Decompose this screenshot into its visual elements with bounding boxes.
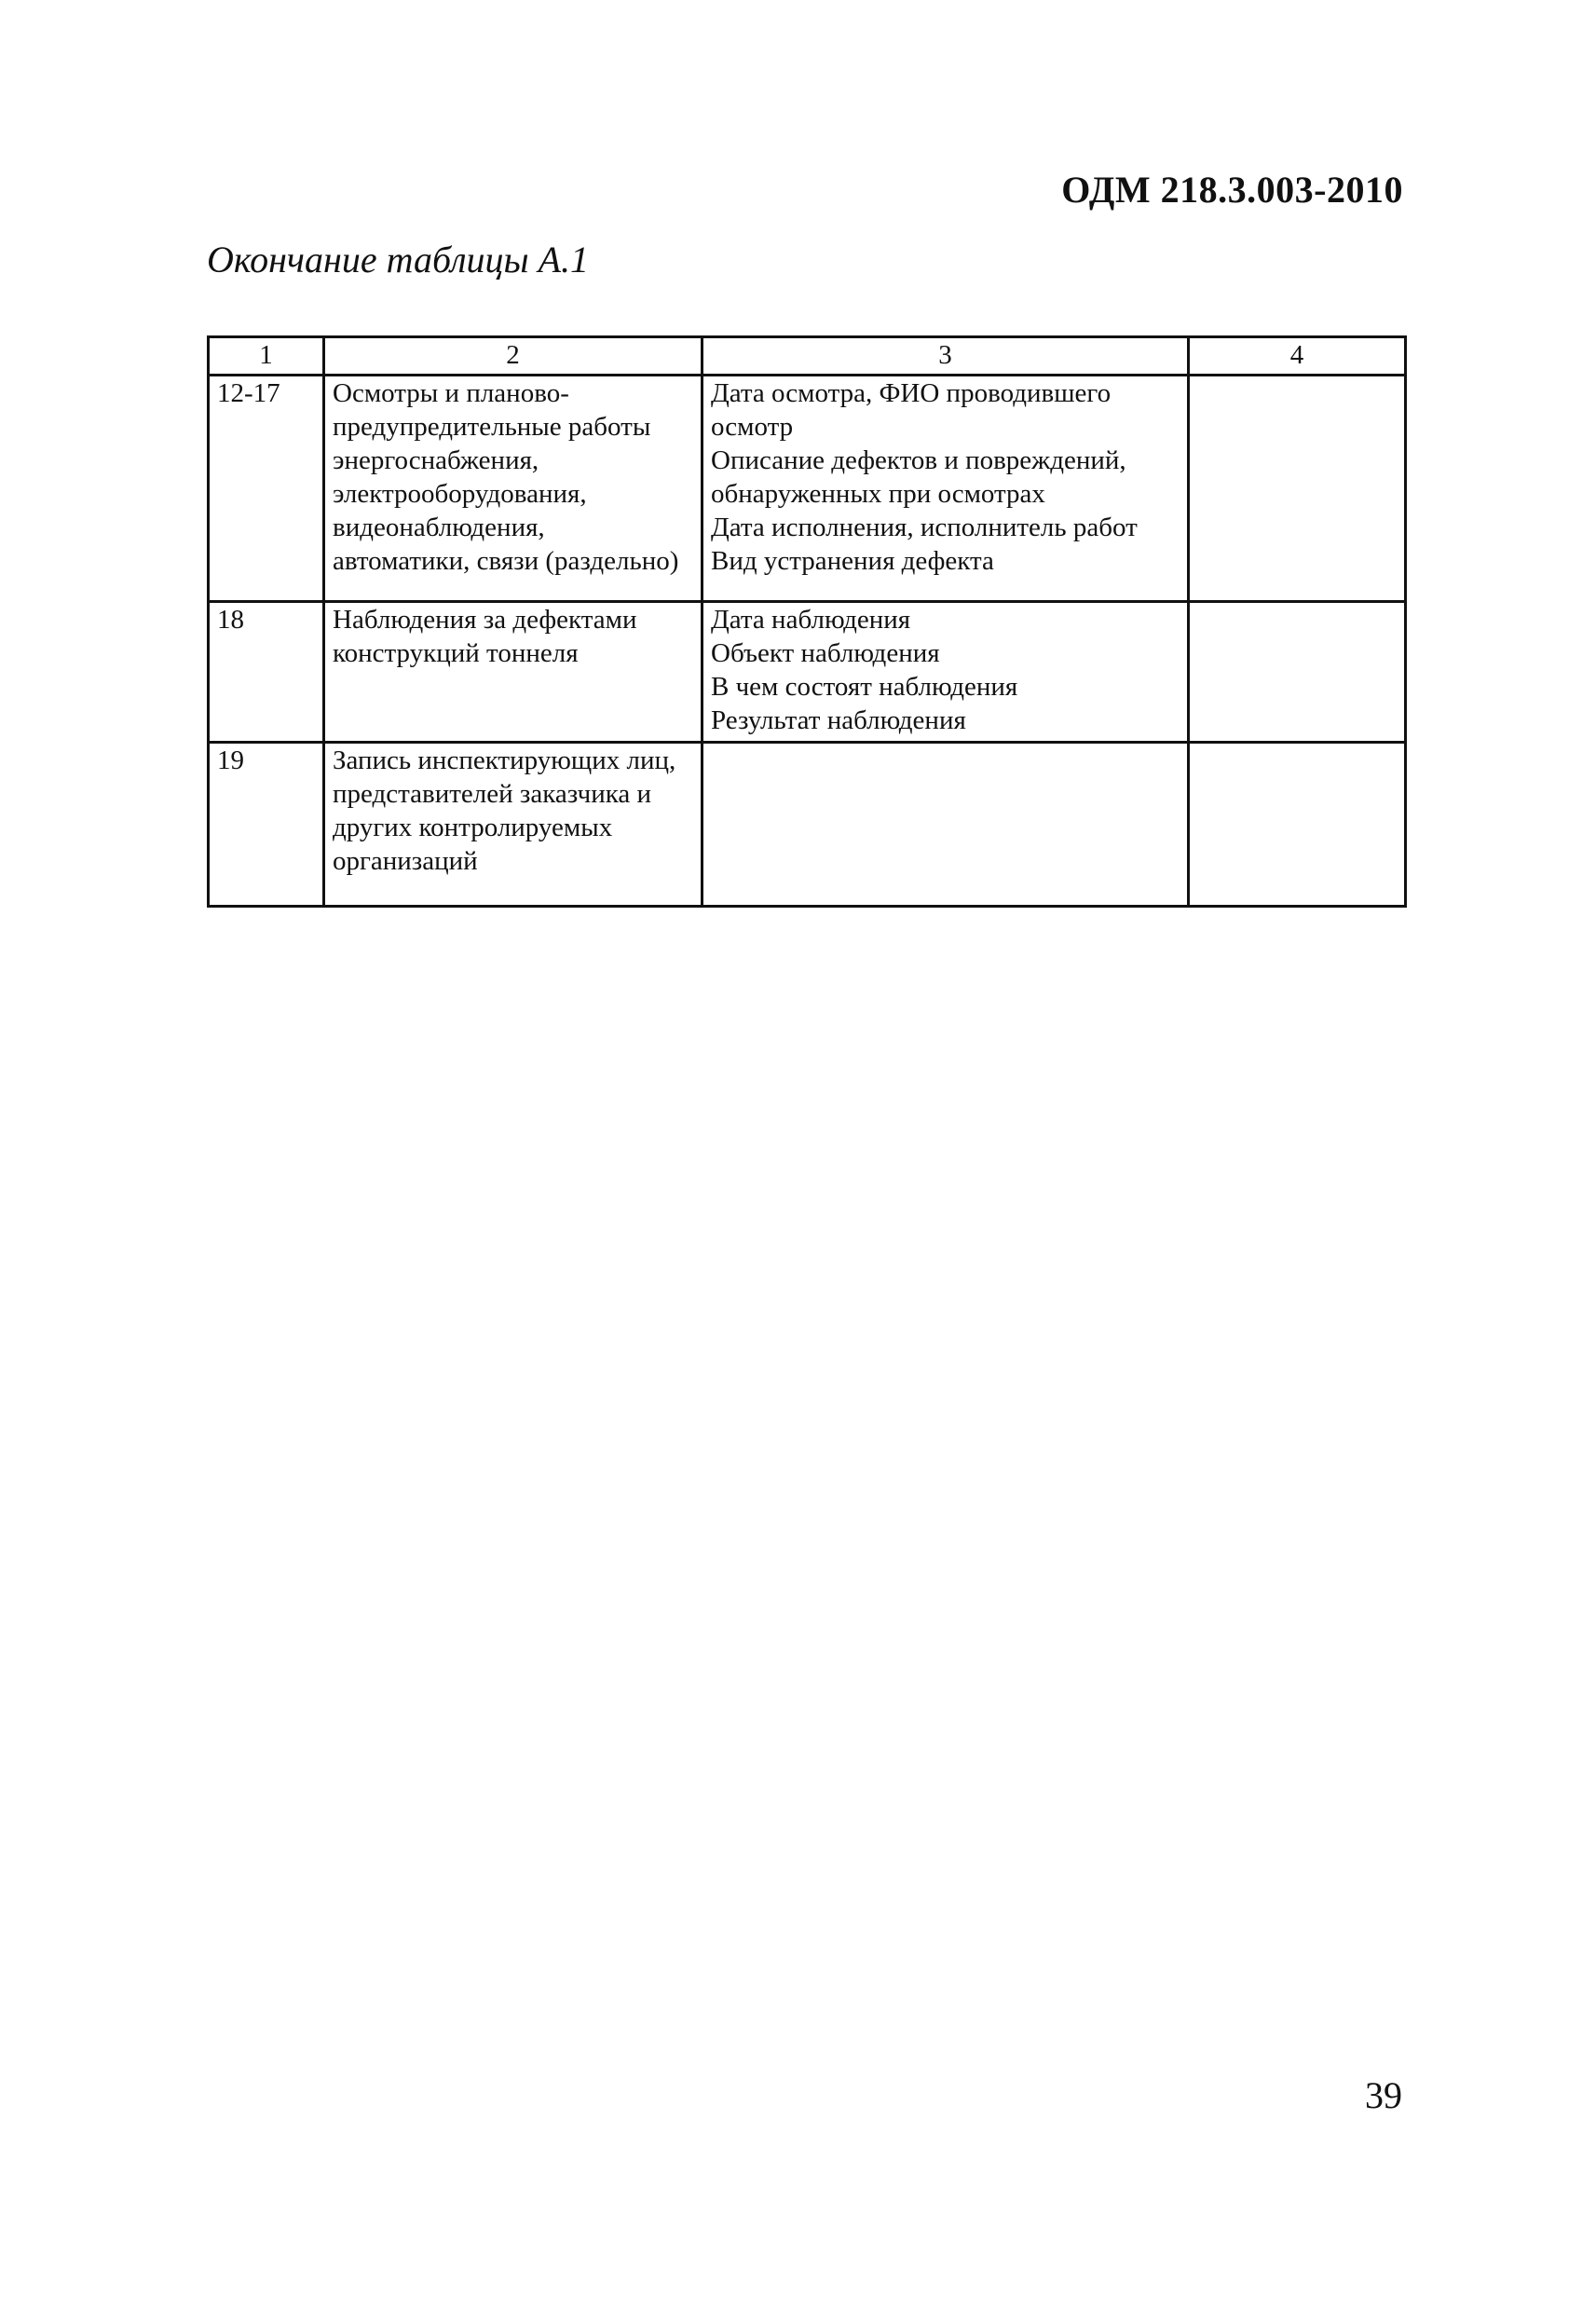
row-name-cell: [324, 602, 703, 743]
row-content-line: осмотр: [711, 412, 794, 442]
row-name-line: конструкций тоннеля: [333, 638, 579, 668]
row-number: 12-17: [209, 376, 324, 602]
table-header-row: [209, 337, 1406, 376]
row-name-line: электрооборудования,: [333, 479, 587, 509]
row-content-line: Результат наблюдения: [711, 705, 966, 735]
column-header: 2: [324, 337, 703, 376]
row-name-line: организаций: [333, 846, 478, 876]
row-content-line: Описание дефектов и повреждений,: [711, 445, 1126, 475]
row-content-cell: [703, 743, 1189, 907]
row-name-cell: [324, 743, 703, 907]
table-row: [209, 602, 1406, 743]
row-content-cell: [703, 376, 1189, 602]
row-content-line: Дата осмотра, ФИО проводившего: [711, 378, 1112, 408]
column-header: 4: [1189, 337, 1406, 376]
row-name-line: энергоснабжения,: [333, 445, 539, 475]
row-content-line: Объект наблюдения: [711, 638, 940, 668]
document-code: ОДМ 218.3.003-2010: [1061, 169, 1403, 211]
row-name-line: автоматики, связи (раздельно): [333, 546, 679, 576]
row-note-cell: [1189, 743, 1406, 907]
row-number: 19: [209, 743, 324, 907]
row-content-line: Дата исполнения, исполнитель работ: [711, 513, 1138, 542]
table-row: [209, 743, 1406, 907]
column-header: 1: [209, 337, 324, 376]
row-content-line: Вид устранения дефекта: [711, 546, 994, 576]
row-name-line: Запись инспектирующих лиц,: [333, 745, 676, 775]
row-content-cell: [703, 602, 1189, 743]
row-content-line: В чем состоят наблюдения: [711, 672, 1018, 702]
row-name-line: видеонаблюдения,: [333, 513, 545, 542]
table-row: [209, 376, 1406, 602]
row-name-line: Осмотры и планово-: [333, 378, 569, 408]
row-note-cell: [1189, 376, 1406, 602]
row-content-line: обнаруженных при осмотрах: [711, 479, 1045, 509]
column-header: 3: [703, 337, 1189, 376]
row-note-cell: [1189, 602, 1406, 743]
table-caption: Окончание таблицы А.1: [207, 239, 590, 280]
row-name-line: предупредительные работы: [333, 412, 651, 442]
row-name-line: представителей заказчика и: [333, 779, 652, 809]
row-content-line: Дата наблюдения: [711, 605, 911, 635]
row-name-cell: [324, 376, 703, 602]
row-name-line: Наблюдения за дефектами: [333, 605, 637, 635]
row-number: 18: [209, 602, 324, 743]
page-number: 39: [1365, 2074, 1402, 2116]
row-name-line: других контролируемых: [333, 813, 613, 842]
data-table: [207, 335, 1407, 908]
